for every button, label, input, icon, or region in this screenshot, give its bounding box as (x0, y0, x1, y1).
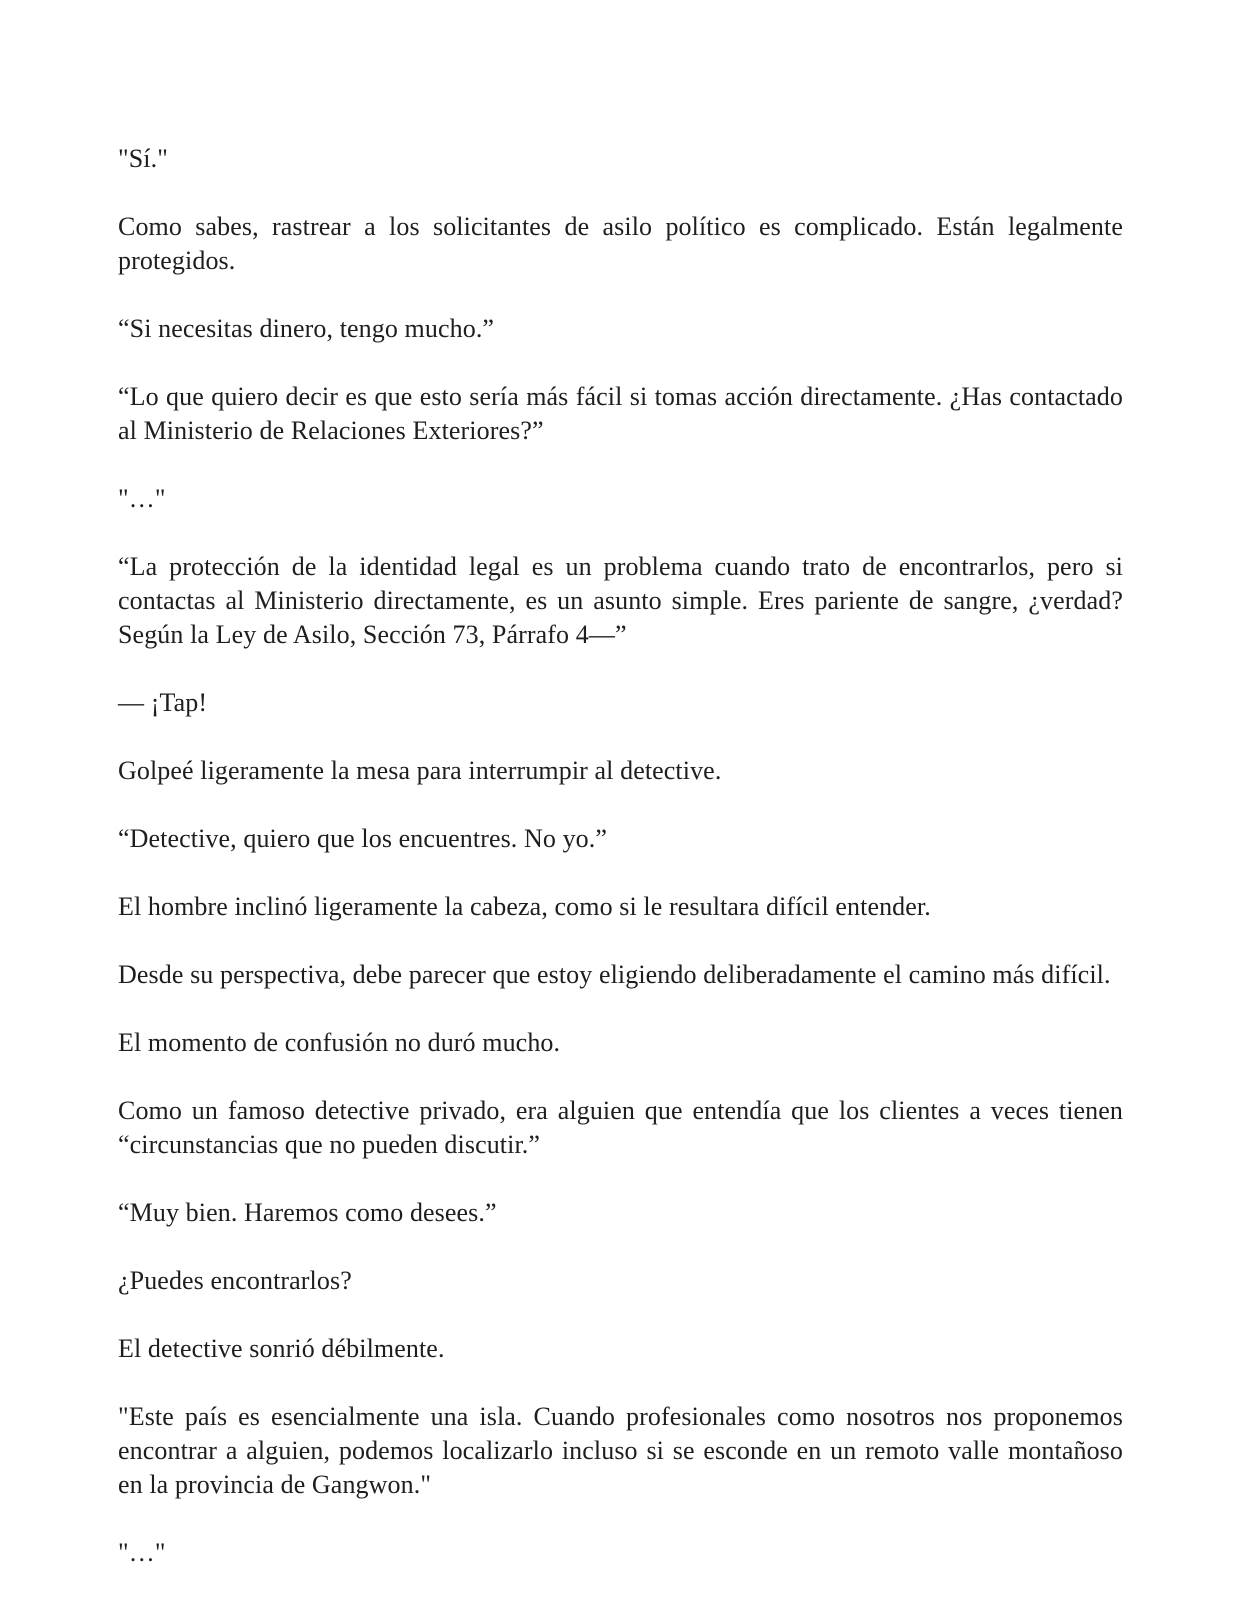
paragraph: “Detective, quiero que los encuentres. No yo.” (118, 824, 608, 853)
paragraph: — ¡Tap! (118, 688, 208, 717)
paragraph: El detective sonrió débilmente. (118, 1334, 445, 1363)
document-body (118, 142, 1123, 1604)
paragraph: El momento de confusión no duró mucho. (118, 1028, 561, 1057)
paragraph: “Muy bien. Haremos como desees.” (118, 1198, 497, 1227)
paragraph: “La protección de la identidad legal es un problema cuando trato de encontrarlos, pero si contactas al Ministerio directamente, es un asunto simple. Eres pariente de sangre, ¿verdad? Según la Ley de Asilo, Sección 73, Párrafo 4—” (118, 552, 1123, 649)
paragraph: Desde su perspectiva, debe parecer que estoy eligiendo deliberadamente el camino más difícil. (118, 960, 1111, 989)
paragraph: Golpeé ligeramente la mesa para interrumpir al detective. (118, 756, 722, 785)
paragraph: El hombre inclinó ligeramente la cabeza, como si le resultara difícil entender. (118, 892, 931, 921)
paragraph: Como sabes, rastrear a los solicitantes de asilo político es complicado. Están legalmente protegidos. (118, 212, 1123, 275)
paragraph: "…" (118, 1538, 166, 1567)
paragraph: "Sí." (118, 144, 168, 173)
paragraph: “Lo que quiero decir es que esto sería más fácil si tomas acción directamente. ¿Has contactado al Ministerio de Relaciones Exteriores?” (118, 382, 1123, 445)
paragraph: Como un famoso detective privado, era alguien que entendía que los clientes a veces tienen “circunstancias que no pueden discutir.” (118, 1096, 1123, 1159)
paragraph: "…" (118, 484, 166, 513)
paragraph: “Si necesitas dinero, tengo mucho.” (118, 314, 495, 343)
paragraph: "Este país es esencialmente una isla. Cuando profesionales como nosotros nos proponemos encontrar a alguien, podemos localizarlo incluso si se esconde en un remoto valle montañoso en la provincia de Gangwon." (118, 1402, 1123, 1499)
paragraph: ¿Puedes encontrarlos? (118, 1266, 352, 1295)
